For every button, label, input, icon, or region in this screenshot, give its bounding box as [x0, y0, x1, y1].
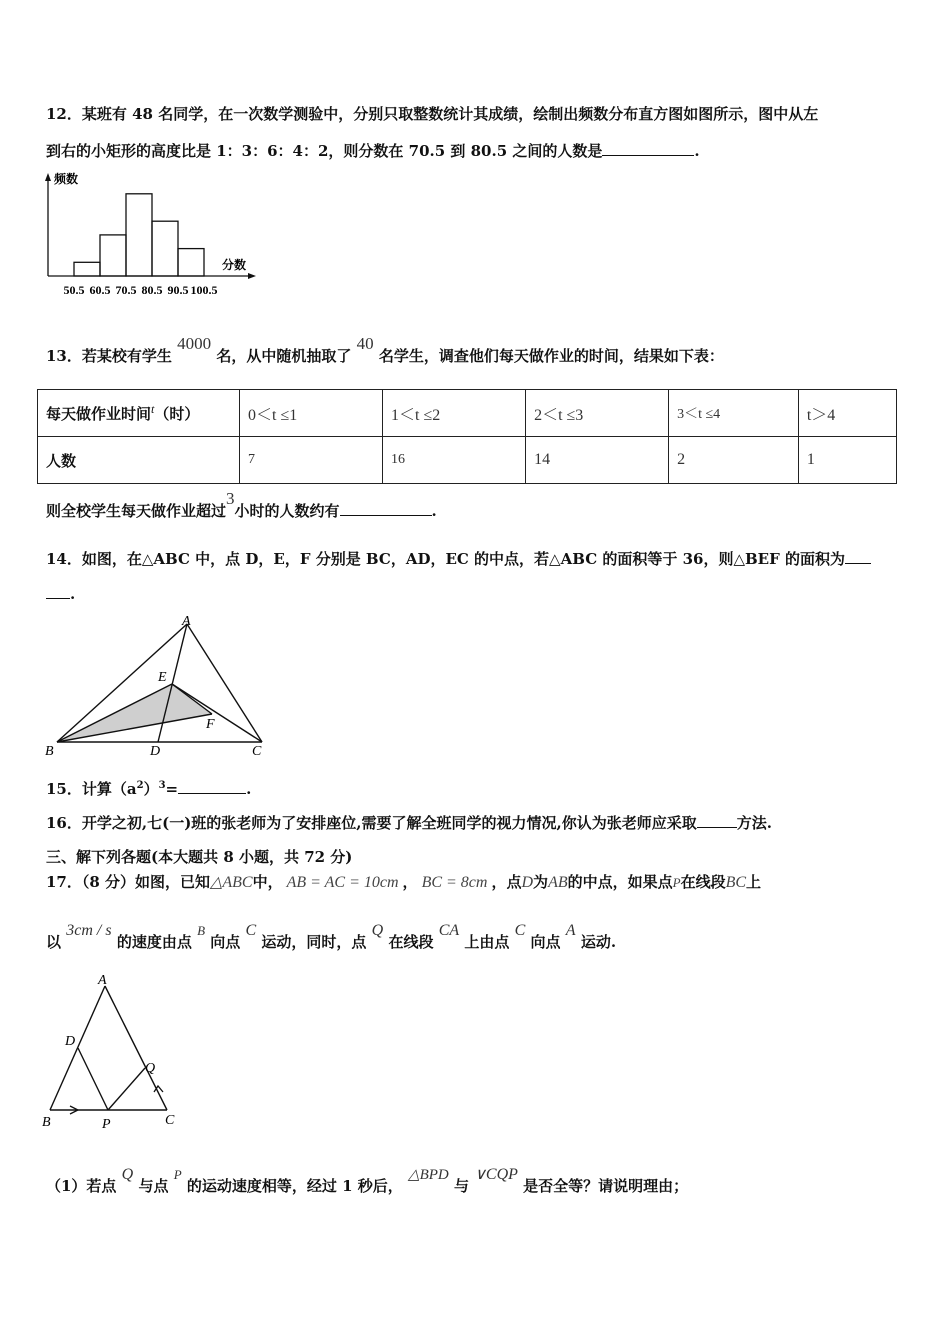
q17-speed: 3cm / s: [66, 922, 112, 939]
q15-exp1: 2: [136, 780, 144, 791]
label-d: D: [150, 744, 161, 759]
histogram-bar-2: [126, 194, 152, 276]
q15-exp2: 3: [158, 780, 166, 791]
q14-tail: .: [70, 585, 76, 603]
q17-l2-3: 向点: [210, 933, 241, 951]
q17-part3: ，点: [491, 873, 522, 891]
histogram: [40, 170, 270, 300]
histogram-tick-0: 50.5: [63, 283, 85, 297]
q14-answer-blank-a[interactable]: [845, 549, 871, 564]
label-a: A: [98, 973, 107, 988]
q17-d: D: [521, 874, 534, 891]
q13-part1: 13．若某校有学生: [46, 347, 172, 365]
y-axis-label: 频数: [54, 172, 79, 186]
q16-text: 16．开学之初,七(一)班的张老师为了安排座位,需要了解全班同学的视力情况,你认为张老师应采取: [46, 814, 697, 832]
label-q: Q: [145, 1061, 156, 1076]
q13-total: 4000: [177, 334, 212, 353]
q17-q: Q: [371, 922, 384, 939]
q17-ab: AB: [548, 874, 568, 891]
q17-line2: [46, 922, 617, 952]
section-three-title: 三、解下列各题(本大题共 8 小题，共 72 分): [46, 848, 353, 866]
q13-part3: 名学生，调查他们每天做作业的时间，结果如下表：: [378, 347, 724, 365]
q15-eq: =: [165, 780, 179, 798]
q17-line1: [46, 871, 761, 892]
q17-sub1: [46, 1166, 689, 1196]
histogram-tick-5: 100.5: [190, 283, 218, 297]
q17-part7: 上: [746, 873, 762, 891]
table-val-4: 1: [798, 437, 896, 484]
q13-follow2: 小时的人数约有: [234, 502, 340, 520]
q17-sep: ，: [402, 873, 418, 891]
label-c: C: [252, 744, 262, 759]
q12-line2-text: 到右的小矩形的高度比是 1：3：6：4：2，则分数在 70.5 到 80.5 之间的人数是: [46, 142, 603, 160]
q16: [46, 812, 772, 833]
q17-eq2: BC = 8cm: [421, 874, 488, 891]
table-val-1: 16: [383, 437, 526, 484]
q17-l2-4: 运动，同时，点: [261, 933, 367, 951]
q17-a: A: [565, 922, 576, 939]
q17-part5: 的中点，如果点: [567, 873, 673, 891]
q17-ca: CA: [438, 922, 460, 939]
triangle-figure-q14: [40, 612, 280, 762]
q17-sub1-p: P: [173, 1167, 182, 1182]
q13-tail: .: [431, 502, 437, 520]
histogram-tick-3: 80.5: [141, 283, 163, 297]
q12-tail: .: [694, 142, 700, 160]
q13-answer-blank[interactable]: [340, 501, 432, 516]
table-col-1: 1＜t ≤2: [383, 390, 526, 437]
q17-l2-2: 的速度由点: [116, 933, 192, 951]
q17-sub1-p4: 与: [453, 1177, 469, 1195]
shaded-triangle-bef: [57, 684, 212, 742]
q15-tail: .: [246, 780, 252, 798]
table-row-count: [38, 437, 897, 484]
label-e: E: [158, 670, 167, 685]
q13-sample: 40: [356, 334, 374, 353]
label-f: F: [206, 717, 215, 732]
q17-l2-7: 向点: [530, 933, 561, 951]
label-d: D: [65, 1034, 76, 1049]
q17-sub1-tri1: △BPD: [408, 1167, 449, 1183]
table-col-4: t＞4: [798, 390, 896, 437]
q17-sub1-p5: 是否全等？请说明理由；: [523, 1177, 689, 1195]
q17-part1: 17．（8 分）如图，已知: [46, 873, 211, 891]
edge-ab: [50, 986, 105, 1110]
label-b: B: [45, 744, 54, 759]
x-axis-label: 分数: [222, 258, 247, 272]
histogram-tick-1: 60.5: [89, 283, 111, 297]
label-a: A: [182, 614, 191, 629]
q17-sub1-p3: 的运动速度相等，经过 1 秒后，: [186, 1177, 403, 1195]
q17-sub1-tri2: ∨CQP: [474, 1166, 518, 1183]
q13-part2: 名，从中随机抽取了: [216, 347, 352, 365]
q14-text: 14．如图，在△ABC 中，点 D，E，F 分别是 BC，AD，EC 的中点，若△ABC 的面积等于 36，则△BEF 的面积为: [46, 550, 845, 568]
table-header-label: [38, 390, 240, 437]
table-val-3: 2: [669, 437, 799, 484]
q15-prefix: 15．计算（a: [46, 780, 137, 798]
q15: [46, 778, 251, 799]
q17-sub1-p2: 与点: [138, 1177, 169, 1195]
header-var: t: [151, 402, 155, 416]
q17-l2-6: 上由点: [464, 933, 510, 951]
q17-sub1-p1: （1）若点: [46, 1177, 117, 1195]
q15-answer-blank[interactable]: [178, 779, 246, 794]
q17-part4: 为: [533, 873, 549, 891]
histogram-bar-0: [74, 262, 100, 276]
q17-l2-5: 在线段: [388, 933, 434, 951]
q13-follow1: 则全校学生每天做作业超过: [46, 502, 227, 520]
x-axis-arrow: [248, 273, 256, 279]
segment-dp: [78, 1048, 108, 1110]
q17-l2-8: 运动.: [580, 933, 617, 951]
label-c: C: [165, 1113, 175, 1128]
histogram-bar-3: [152, 221, 178, 276]
table-col-2: 2＜t ≤3: [526, 390, 669, 437]
homework-table: [37, 389, 897, 484]
q17-l2-1: 以: [46, 933, 62, 951]
triangle-figure-q17: [40, 970, 190, 1135]
q14-answer-blank-b[interactable]: [46, 584, 70, 599]
q12-answer-blank[interactable]: [602, 141, 694, 156]
table-val-0: 7: [240, 437, 383, 484]
q17-c2: C: [514, 922, 526, 939]
table-col-0: 0＜t ≤1: [240, 390, 383, 437]
table-val-2: 14: [526, 437, 669, 484]
histogram-bar-1: [100, 235, 126, 276]
q16-answer-blank[interactable]: [697, 813, 737, 828]
q14-line1: [46, 548, 871, 569]
label-b: B: [42, 1115, 51, 1130]
q17-bc: BC: [725, 874, 747, 891]
q17-part2: 中，: [252, 873, 283, 891]
q13-intro: [46, 334, 724, 366]
q16-tail: 方法.: [736, 814, 772, 832]
table-col-3: 3＜t ≤4: [669, 390, 799, 437]
histogram-bar-4: [178, 249, 204, 276]
histogram-tick-4: 90.5: [167, 283, 189, 297]
q15-mid: ）: [143, 780, 159, 798]
q17-part6: 在线段: [680, 873, 726, 891]
edge-ac: [187, 624, 262, 742]
header-unit: （时）: [154, 405, 200, 423]
q13-followup: [46, 489, 437, 521]
q17-eq1: AB = AC = 10cm: [286, 874, 399, 891]
q17-b: B: [197, 923, 206, 938]
header-text: 每天做作业时间: [46, 405, 152, 423]
segment-pq: [108, 1068, 145, 1110]
table-row-header: [38, 390, 897, 437]
q17-sub1-q: Q: [121, 1166, 134, 1183]
table-row-label: 人数: [38, 437, 240, 484]
q12-line2: [46, 140, 700, 161]
label-p: P: [102, 1117, 111, 1132]
q12-line1: 12．某班有 48 名同学，在一次数学测验中，分别只取整数统计其成绩，绘制出频数分布直方图如图所示，图中从左: [46, 105, 819, 123]
q17-p: P: [672, 875, 681, 890]
y-axis-arrow: [45, 173, 51, 181]
q17-c: C: [245, 922, 257, 939]
q14-line2: [46, 584, 75, 603]
q13-hours: 3: [226, 489, 235, 508]
histogram-tick-2: 70.5: [115, 283, 137, 297]
edge-ac: [105, 986, 167, 1110]
q17-triangle: △ABC: [210, 874, 253, 891]
